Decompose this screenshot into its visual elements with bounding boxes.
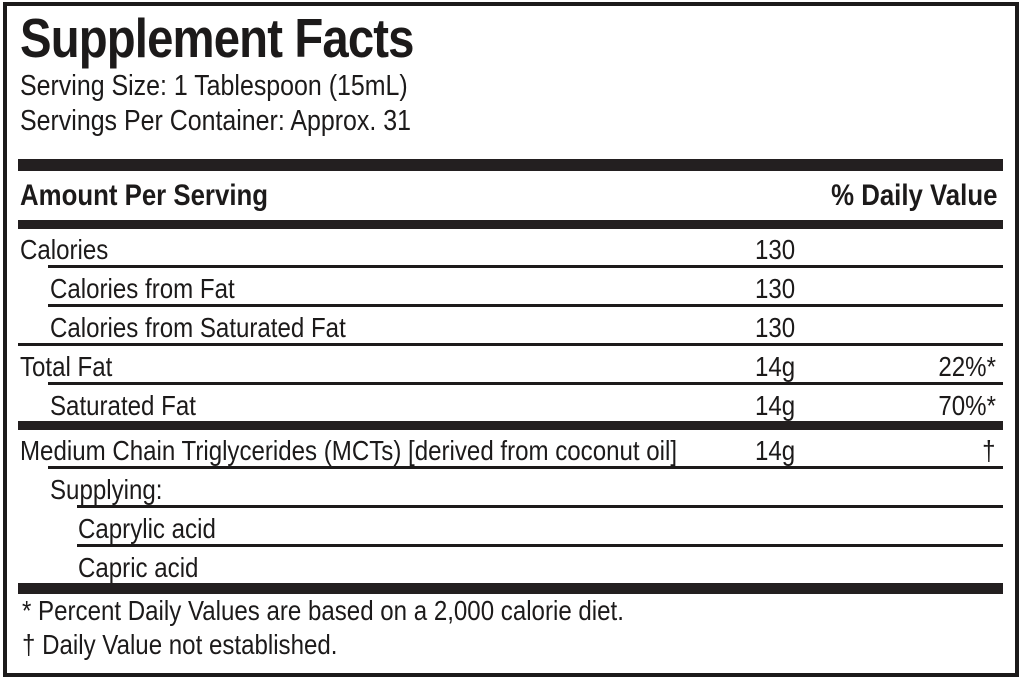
row-name: Calories xyxy=(20,234,109,265)
serving-size-line: Serving Size: 1 Tablespoon (15mL) xyxy=(20,70,408,102)
row-name: Calories from Fat xyxy=(50,273,235,304)
daily-value-header: % Daily Value xyxy=(830,179,997,212)
panel-title xyxy=(20,7,1003,69)
row-amount: 130 xyxy=(755,273,796,304)
table-row-calories xyxy=(18,229,1003,265)
row-name: Total Fat xyxy=(20,351,113,382)
table-row-capric-acid xyxy=(18,547,1003,583)
table-row-saturated-fat xyxy=(18,385,1003,421)
servings-per-container-line: Servings Per Container: Approx. 31 xyxy=(20,105,411,137)
table-row-calories-from-saturated-fat xyxy=(18,307,1003,343)
table-row-supplying xyxy=(18,469,1003,505)
row-daily-value: † xyxy=(982,435,996,466)
supplement-facts-panel xyxy=(3,2,1019,677)
table-row-total-fat xyxy=(18,346,1003,382)
panel-content xyxy=(18,7,1003,662)
table-row-caprylic-acid xyxy=(18,508,1003,544)
row-amount: 130 xyxy=(755,312,796,343)
amount-per-serving-header: Amount Per Serving xyxy=(20,179,269,212)
divider-bar-top xyxy=(18,159,1003,171)
row-daily-value: 70%* xyxy=(938,390,996,421)
table-header-row xyxy=(18,171,1003,220)
row-name: Supplying: xyxy=(50,474,163,505)
row-name: Saturated Fat xyxy=(50,390,196,421)
row-name: Caprylic acid xyxy=(78,513,216,544)
panel-title-text: Supplement Facts xyxy=(20,7,414,69)
row-amount: 14g xyxy=(755,435,796,466)
table-row-calories-from-fat xyxy=(18,268,1003,304)
footnote-percent-dv: * Percent Daily Values are based on a 2,000 calorie diet. xyxy=(22,595,624,626)
row-name: Calories from Saturated Fat xyxy=(50,312,346,343)
row-amount: 14g xyxy=(755,351,796,382)
row-amount: 130 xyxy=(755,234,796,265)
divider-bar-header xyxy=(18,220,1003,229)
row-amount: 14g xyxy=(755,390,796,421)
row-name: Medium Chain Triglycerides (MCTs) [derived from coconut oil] xyxy=(20,435,678,466)
row-daily-value: 22%* xyxy=(938,351,996,382)
footnote-dv-not-established: † Daily Value not established. xyxy=(22,629,338,660)
table-row-mct xyxy=(18,430,1003,466)
row-name: Capric acid xyxy=(78,552,199,583)
divider-bar-bottom xyxy=(18,583,1003,594)
divider-bar-mct xyxy=(18,421,1003,430)
